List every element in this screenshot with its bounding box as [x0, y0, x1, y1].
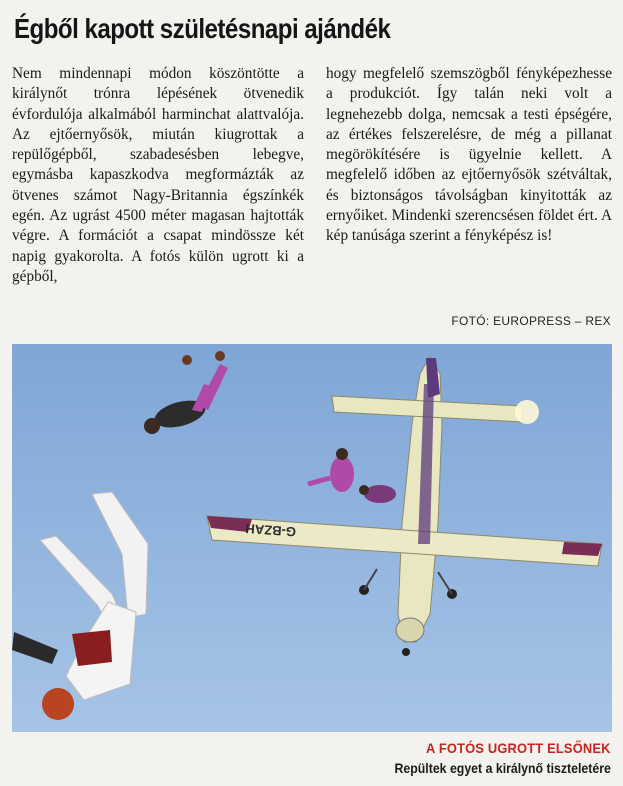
skydiving-photo-illustration	[12, 344, 612, 732]
aircraft-registration: G-BZAH	[244, 521, 297, 540]
caption-title: A FOTÓS UGROTT ELSŐNEK	[426, 740, 611, 756]
skydiving-photo	[12, 344, 612, 732]
article-body-right-column: hogy megfelelő szemszögből fényképezhesse a produkciót. Így talán neki volt a legnehezebb dolga, nemcsak a testi épségére, az értékes felszerelésre, de még a pillanat megörökítésére is ügyelnie kellett. A megfelelő időben az ejtőernyősök szétváltak, és biztonságos távolságban kinyitották az ernyőiket. Mindenki szerencsésen földet ért. A kép tanúsága szerint a fényképész is!	[326, 65, 612, 245]
article-headline: Égből kapott születésnapi ajándék	[14, 13, 391, 44]
article-body-left-column: Nem mindennapi módon köszöntötte a királynőt trónra lépésének ötvenedik évfordulója alkalmából harminchat alattvalója. Az ejtőernyősök, miután kiugrottak a repülőgépből, szabadesésben lebegve, egymásba kapaszkodva megformázták az ötvenes számot Nagy-Britannia égszínkék egén. Az ugrást 4500 méter magasan hajtották végre. A formációt a csapat mindössze két napig gyakorolta. A fotós külön ugrott ki a gépből,	[12, 65, 304, 285]
caption-subtitle: Repültek egyet a királynő tiszteletére	[394, 760, 611, 776]
photo-credit: FOTÓ: EUROPRESS – REX	[451, 314, 611, 328]
